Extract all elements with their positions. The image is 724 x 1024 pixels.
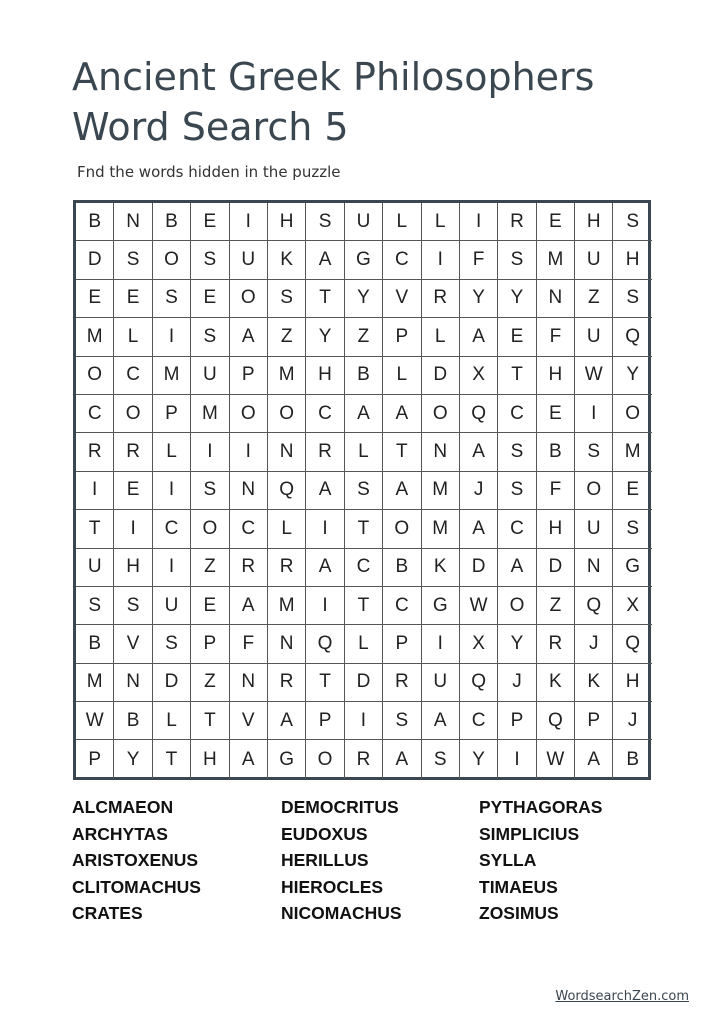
grid-cell[interactable]: K bbox=[575, 664, 613, 702]
grid-cell[interactable]: O bbox=[76, 357, 114, 395]
grid-cell[interactable]: R bbox=[114, 433, 152, 471]
grid-cell[interactable]: J bbox=[613, 702, 651, 740]
grid-cell[interactable]: I bbox=[153, 318, 191, 356]
grid-cell[interactable]: I bbox=[306, 587, 344, 625]
grid-cell[interactable]: S bbox=[613, 280, 651, 318]
grid-cell[interactable]: L bbox=[153, 433, 191, 471]
grid-cell[interactable]: Y bbox=[114, 740, 152, 778]
grid-cell[interactable]: T bbox=[383, 433, 421, 471]
grid-cell[interactable]: C bbox=[383, 241, 421, 279]
grid-cell[interactable]: I bbox=[230, 433, 268, 471]
grid-cell[interactable]: J bbox=[498, 664, 536, 702]
grid-cell[interactable]: L bbox=[422, 318, 460, 356]
grid-cell[interactable]: Q bbox=[306, 625, 344, 663]
grid-cell[interactable]: A bbox=[345, 395, 383, 433]
grid-cell[interactable]: B bbox=[626, 748, 639, 770]
grid-cell[interactable]: K bbox=[537, 664, 575, 702]
grid-cell[interactable]: S bbox=[498, 472, 536, 510]
word-list-item: HERILLUS bbox=[281, 850, 369, 871]
grid-cell[interactable]: N bbox=[114, 664, 152, 702]
grid-cell[interactable]: N bbox=[575, 549, 613, 587]
grid-cell[interactable]: M bbox=[537, 241, 575, 279]
grid-cell[interactable]: H bbox=[268, 203, 306, 241]
grid-cell[interactable]: N bbox=[422, 433, 460, 471]
grid-cell[interactable]: T bbox=[306, 664, 344, 702]
word-list-item: ARCHYTAS bbox=[72, 823, 168, 844]
grid-cell[interactable]: S bbox=[191, 472, 229, 510]
grid-cell[interactable]: A bbox=[383, 740, 421, 778]
grid-cell[interactable]: M bbox=[191, 395, 229, 433]
grid-cell[interactable]: Y bbox=[613, 357, 651, 395]
grid-cell[interactable]: O bbox=[230, 395, 268, 433]
grid-cell[interactable]: U bbox=[422, 664, 460, 702]
grid-cell[interactable]: D bbox=[153, 664, 191, 702]
grid-cell[interactable]: W bbox=[460, 587, 498, 625]
grid-cell[interactable]: O bbox=[613, 395, 651, 433]
grid-cell[interactable]: L bbox=[383, 203, 421, 241]
grid-cell[interactable]: I bbox=[230, 203, 268, 241]
grid-cell[interactable]: R bbox=[383, 664, 421, 702]
grid-cell[interactable]: U bbox=[153, 587, 191, 625]
grid-cell[interactable]: Q bbox=[575, 587, 613, 625]
grid-cell[interactable]: U bbox=[76, 549, 114, 587]
grid-cell[interactable]: P bbox=[153, 395, 191, 433]
grid-cell[interactable]: L bbox=[153, 702, 191, 740]
grid-cell[interactable]: M bbox=[613, 433, 651, 471]
word-list-item: ALCMAEON bbox=[72, 797, 174, 817]
grid-cell[interactable]: H bbox=[613, 241, 651, 279]
grid-cell[interactable]: S bbox=[114, 587, 152, 625]
grid-cell[interactable]: A bbox=[575, 740, 613, 778]
grid-cell[interactable]: K bbox=[422, 549, 460, 587]
grid-cell[interactable]: S bbox=[383, 702, 421, 740]
grid-cell[interactable]: S bbox=[613, 203, 651, 241]
word-list-item: SIMPLICIUS bbox=[479, 823, 580, 844]
grid-cell[interactable]: R bbox=[306, 433, 344, 471]
grid-cell[interactable]: P bbox=[76, 740, 114, 778]
grid-cell[interactable]: A bbox=[230, 587, 268, 625]
grid-cell[interactable]: A bbox=[460, 433, 498, 471]
grid-cell[interactable]: Q bbox=[613, 318, 651, 356]
grid-cell[interactable]: T bbox=[498, 357, 536, 395]
grid-cell[interactable]: Z bbox=[191, 549, 229, 587]
grid-cell[interactable]: P bbox=[498, 702, 536, 740]
grid-cell[interactable]: X bbox=[460, 357, 498, 395]
grid-cell[interactable]: E bbox=[114, 472, 152, 510]
grid-cell[interactable]: H bbox=[306, 357, 344, 395]
grid-cell[interactable]: D bbox=[76, 241, 114, 279]
grid-cell[interactable]: P bbox=[230, 357, 268, 395]
grid-cell[interactable]: A bbox=[306, 472, 344, 510]
grid-cell[interactable]: U bbox=[575, 318, 613, 356]
grid-cell[interactable]: E bbox=[537, 203, 575, 241]
grid-cell[interactable]: S bbox=[153, 280, 191, 318]
word-list-item: NICOMACHUS bbox=[281, 903, 402, 924]
grid-cell[interactable]: R bbox=[345, 740, 383, 778]
grid-cell[interactable]: S bbox=[191, 318, 229, 356]
grid-cell[interactable]: Y bbox=[460, 280, 498, 318]
title-line-2: Word Search 5 bbox=[72, 105, 349, 149]
grid-cell[interactable]: D bbox=[345, 664, 383, 702]
grid-cell[interactable]: T bbox=[345, 587, 383, 625]
grid-cell[interactable]: F bbox=[230, 625, 268, 663]
grid-cell[interactable]: R bbox=[498, 203, 536, 241]
grid-cell[interactable]: S bbox=[345, 472, 383, 510]
grid-cell[interactable]: B bbox=[76, 625, 114, 663]
grid-cell[interactable]: T bbox=[306, 280, 344, 318]
grid-cell[interactable]: R bbox=[268, 664, 306, 702]
grid-cell[interactable]: K bbox=[268, 241, 306, 279]
grid-cell[interactable]: B bbox=[114, 702, 152, 740]
grid-cell[interactable]: A bbox=[422, 702, 460, 740]
grid-cell[interactable]: H bbox=[575, 203, 613, 241]
grid-cell[interactable]: A bbox=[230, 318, 268, 356]
grid-cell[interactable]: E bbox=[114, 280, 152, 318]
grid-cell[interactable]: S bbox=[76, 587, 114, 625]
grid-cell[interactable]: T bbox=[191, 702, 229, 740]
grid-cell[interactable]: O bbox=[230, 280, 268, 318]
grid-cell[interactable]: S bbox=[422, 740, 460, 778]
grid-cell[interactable]: H bbox=[114, 549, 152, 587]
grid-cell[interactable]: E bbox=[76, 280, 114, 318]
word-list-item: TIMAEUS bbox=[479, 876, 558, 897]
grid-cell[interactable]: B bbox=[76, 203, 114, 241]
grid-cell[interactable]: B bbox=[383, 549, 421, 587]
grid-cell[interactable]: C bbox=[345, 549, 383, 587]
grid-cell[interactable]: A bbox=[230, 740, 268, 778]
grid-cell[interactable]: O bbox=[268, 395, 306, 433]
grid-cell[interactable]: I bbox=[422, 241, 460, 279]
grid-cell[interactable]: H bbox=[537, 357, 575, 395]
grid-cell[interactable]: O bbox=[575, 472, 613, 510]
grid-cell[interactable]: A bbox=[268, 702, 306, 740]
grid-cell[interactable]: M bbox=[153, 357, 191, 395]
grid-cell[interactable]: V bbox=[230, 702, 268, 740]
grid-cell[interactable]: T bbox=[345, 510, 383, 548]
word-list-item: PYTHAGORAS bbox=[479, 797, 603, 817]
grid-cell[interactable]: N bbox=[230, 664, 268, 702]
grid-cell[interactable]: B bbox=[153, 203, 191, 241]
grid-cell[interactable]: C bbox=[76, 395, 114, 433]
grid-cell[interactable]: D bbox=[537, 549, 575, 587]
word-list-item: CLITOMACHUS bbox=[72, 876, 201, 897]
grid-cell[interactable]: L bbox=[422, 203, 460, 241]
grid-cell[interactable]: M bbox=[268, 587, 306, 625]
grid-cell[interactable]: U bbox=[230, 241, 268, 279]
grid-cell[interactable]: W bbox=[537, 740, 575, 778]
grid-cell[interactable]: P bbox=[575, 702, 613, 740]
grid-cell[interactable]: N bbox=[537, 280, 575, 318]
grid-cell[interactable]: P bbox=[306, 702, 344, 740]
grid-cell[interactable]: N bbox=[268, 433, 306, 471]
grid-cell[interactable]: S bbox=[498, 241, 536, 279]
grid-cell[interactable]: U bbox=[575, 241, 613, 279]
grid-cell[interactable]: L bbox=[114, 318, 152, 356]
grid-cell[interactable]: W bbox=[76, 702, 114, 740]
grid-cell[interactable]: I bbox=[153, 549, 191, 587]
grid-cell[interactable]: Y bbox=[345, 280, 383, 318]
grid-cell[interactable]: L bbox=[345, 433, 383, 471]
grid-cell[interactable]: I bbox=[153, 472, 191, 510]
grid-cell[interactable]: W bbox=[575, 357, 613, 395]
grid-cell[interactable]: M bbox=[422, 472, 460, 510]
grid-cell[interactable]: A bbox=[460, 318, 498, 356]
grid-cell[interactable]: P bbox=[191, 625, 229, 663]
grid-cell[interactable]: P bbox=[383, 318, 421, 356]
grid-cell[interactable]: L bbox=[345, 625, 383, 663]
grid-cell[interactable]: Y bbox=[498, 280, 536, 318]
grid-cell[interactable]: M bbox=[76, 318, 114, 356]
grid-cell[interactable]: R bbox=[422, 280, 460, 318]
grid-cell[interactable]: I bbox=[498, 740, 536, 778]
grid-cell[interactable]: Z bbox=[191, 664, 229, 702]
grid-cell[interactable]: I bbox=[345, 702, 383, 740]
grid-cell[interactable]: H bbox=[191, 740, 229, 778]
grid-cell[interactable]: Y bbox=[306, 318, 344, 356]
grid-cell[interactable]: N bbox=[230, 472, 268, 510]
grid-cell[interactable]: S bbox=[613, 510, 651, 548]
grid-cell[interactable]: J bbox=[460, 472, 498, 510]
grid-cell[interactable]: L bbox=[383, 357, 421, 395]
grid-cell[interactable]: H bbox=[613, 664, 651, 702]
grid-cell[interactable]: R bbox=[230, 549, 268, 587]
grid-cell[interactable]: S bbox=[306, 203, 344, 241]
grid-cell[interactable]: Q bbox=[613, 625, 651, 663]
grid-cell[interactable]: C bbox=[153, 510, 191, 548]
word-list-item: CRATES bbox=[72, 903, 143, 924]
grid-cell[interactable]: I bbox=[460, 203, 498, 241]
grid-cell[interactable]: B bbox=[345, 357, 383, 395]
grid-cell[interactable]: F bbox=[537, 318, 575, 356]
grid-cell[interactable]: O bbox=[153, 241, 191, 279]
grid-cell[interactable]: E bbox=[537, 395, 575, 433]
grid-cell[interactable]: M bbox=[268, 357, 306, 395]
page-title bbox=[72, 52, 692, 152]
title-line-1: Ancient Greek Philosophers bbox=[72, 55, 595, 99]
grid-cell[interactable]: I bbox=[575, 395, 613, 433]
grid-cell[interactable]: Q bbox=[460, 664, 498, 702]
grid-cell[interactable]: Z bbox=[537, 587, 575, 625]
grid-cell[interactable]: U bbox=[575, 510, 613, 548]
grid-cell[interactable]: S bbox=[498, 433, 536, 471]
word-list-item: HIEROCLES bbox=[281, 876, 384, 897]
grid-cell[interactable]: G bbox=[345, 241, 383, 279]
grid-cell[interactable]: O bbox=[191, 510, 229, 548]
grid-cell[interactable]: V bbox=[383, 280, 421, 318]
grid-cell[interactable]: M bbox=[422, 510, 460, 548]
grid-cell[interactable]: C bbox=[498, 510, 536, 548]
grid-cell[interactable]: O bbox=[306, 740, 344, 778]
grid-cell[interactable]: Z bbox=[345, 318, 383, 356]
grid-cell[interactable]: J bbox=[575, 625, 613, 663]
grid-cell[interactable]: O bbox=[422, 395, 460, 433]
grid-cell[interactable]: P bbox=[383, 625, 421, 663]
grid-cell[interactable]: G bbox=[613, 549, 651, 587]
grid-cell[interactable]: N bbox=[114, 203, 152, 241]
grid-cell[interactable]: Q bbox=[460, 395, 498, 433]
instructions: Fnd the words hidden in the puzzle bbox=[77, 163, 341, 181]
word-list-item: ARISTOXENUS bbox=[72, 850, 199, 871]
grid-cell[interactable]: I bbox=[191, 433, 229, 471]
grid-cell[interactable]: C bbox=[114, 357, 152, 395]
grid-cell[interactable]: I bbox=[306, 510, 344, 548]
grid-cell[interactable]: A bbox=[498, 549, 536, 587]
grid-cell[interactable]: A bbox=[460, 510, 498, 548]
grid-cell[interactable]: O bbox=[114, 395, 152, 433]
grid-cell[interactable]: F bbox=[537, 472, 575, 510]
grid-cell[interactable]: F bbox=[460, 241, 498, 279]
grid-cell[interactable]: C bbox=[306, 395, 344, 433]
grid-cell[interactable]: O bbox=[383, 510, 421, 548]
grid-cell[interactable]: I bbox=[114, 510, 152, 548]
grid-cell[interactable]: L bbox=[268, 510, 306, 548]
grid-cell[interactable]: T bbox=[76, 510, 114, 548]
grid-cell[interactable]: S bbox=[153, 625, 191, 663]
grid-cell[interactable]: T bbox=[153, 740, 191, 778]
grid-cell[interactable]: U bbox=[345, 203, 383, 241]
grid-cell[interactable]: E bbox=[498, 318, 536, 356]
word-list bbox=[72, 794, 652, 927]
grid-cell[interactable]: S bbox=[191, 241, 229, 279]
grid-cell[interactable]: C bbox=[460, 702, 498, 740]
grid-cell[interactable]: I bbox=[422, 625, 460, 663]
grid-cell[interactable]: X bbox=[460, 625, 498, 663]
grid-cell[interactable]: R bbox=[76, 433, 114, 471]
grid-cell[interactable]: D bbox=[460, 549, 498, 587]
grid-cell[interactable]: O bbox=[498, 587, 536, 625]
letter-grid bbox=[76, 203, 652, 779]
grid-cell[interactable]: C bbox=[230, 510, 268, 548]
grid-cell[interactable]: S bbox=[268, 280, 306, 318]
grid-cell[interactable]: S bbox=[114, 241, 152, 279]
grid-cell[interactable]: X bbox=[613, 587, 651, 625]
grid-cell[interactable]: C bbox=[383, 587, 421, 625]
grid-cell[interactable]: V bbox=[114, 625, 152, 663]
grid-cell[interactable]: D bbox=[422, 357, 460, 395]
grid-cell[interactable]: I bbox=[76, 472, 114, 510]
word-list-item: EUDOXUS bbox=[281, 823, 368, 844]
grid-cell[interactable]: R bbox=[537, 625, 575, 663]
word-list-item: DEMOCRITUS bbox=[281, 797, 399, 817]
grid-cell[interactable]: Y bbox=[498, 625, 536, 663]
site-link[interactable]: WordsearchZen.com bbox=[555, 989, 689, 1004]
grid-cell[interactable]: U bbox=[191, 357, 229, 395]
grid-cell[interactable]: Z bbox=[268, 318, 306, 356]
grid-cell[interactable]: A bbox=[383, 395, 421, 433]
grid-cell[interactable]: C bbox=[498, 395, 536, 433]
grid-cell[interactable]: E bbox=[191, 587, 229, 625]
grid-cell[interactable]: R bbox=[268, 549, 306, 587]
grid-cell[interactable]: Q bbox=[268, 472, 306, 510]
grid-cell[interactable]: G bbox=[422, 587, 460, 625]
grid-cell[interactable]: Q bbox=[537, 702, 575, 740]
grid-cell[interactable]: N bbox=[268, 625, 306, 663]
word-list-item: SYLLA bbox=[479, 850, 537, 871]
grid-cell[interactable]: G bbox=[268, 740, 306, 778]
grid-cell[interactable]: S bbox=[575, 433, 613, 471]
grid-cell[interactable]: E bbox=[191, 280, 229, 318]
word-list-item: ZOSIMUS bbox=[479, 903, 559, 924]
grid-cell[interactable]: M bbox=[76, 664, 114, 702]
grid-cell[interactable]: A bbox=[306, 549, 344, 587]
grid-cell[interactable]: E bbox=[191, 203, 229, 241]
grid-cell[interactable]: H bbox=[537, 510, 575, 548]
grid-cell[interactable]: Y bbox=[460, 740, 498, 778]
grid-cell[interactable]: Z bbox=[575, 280, 613, 318]
grid-cell[interactable]: A bbox=[306, 241, 344, 279]
grid-cell[interactable]: A bbox=[383, 472, 421, 510]
grid-cell[interactable]: E bbox=[613, 472, 651, 510]
grid-cell[interactable]: B bbox=[537, 433, 575, 471]
